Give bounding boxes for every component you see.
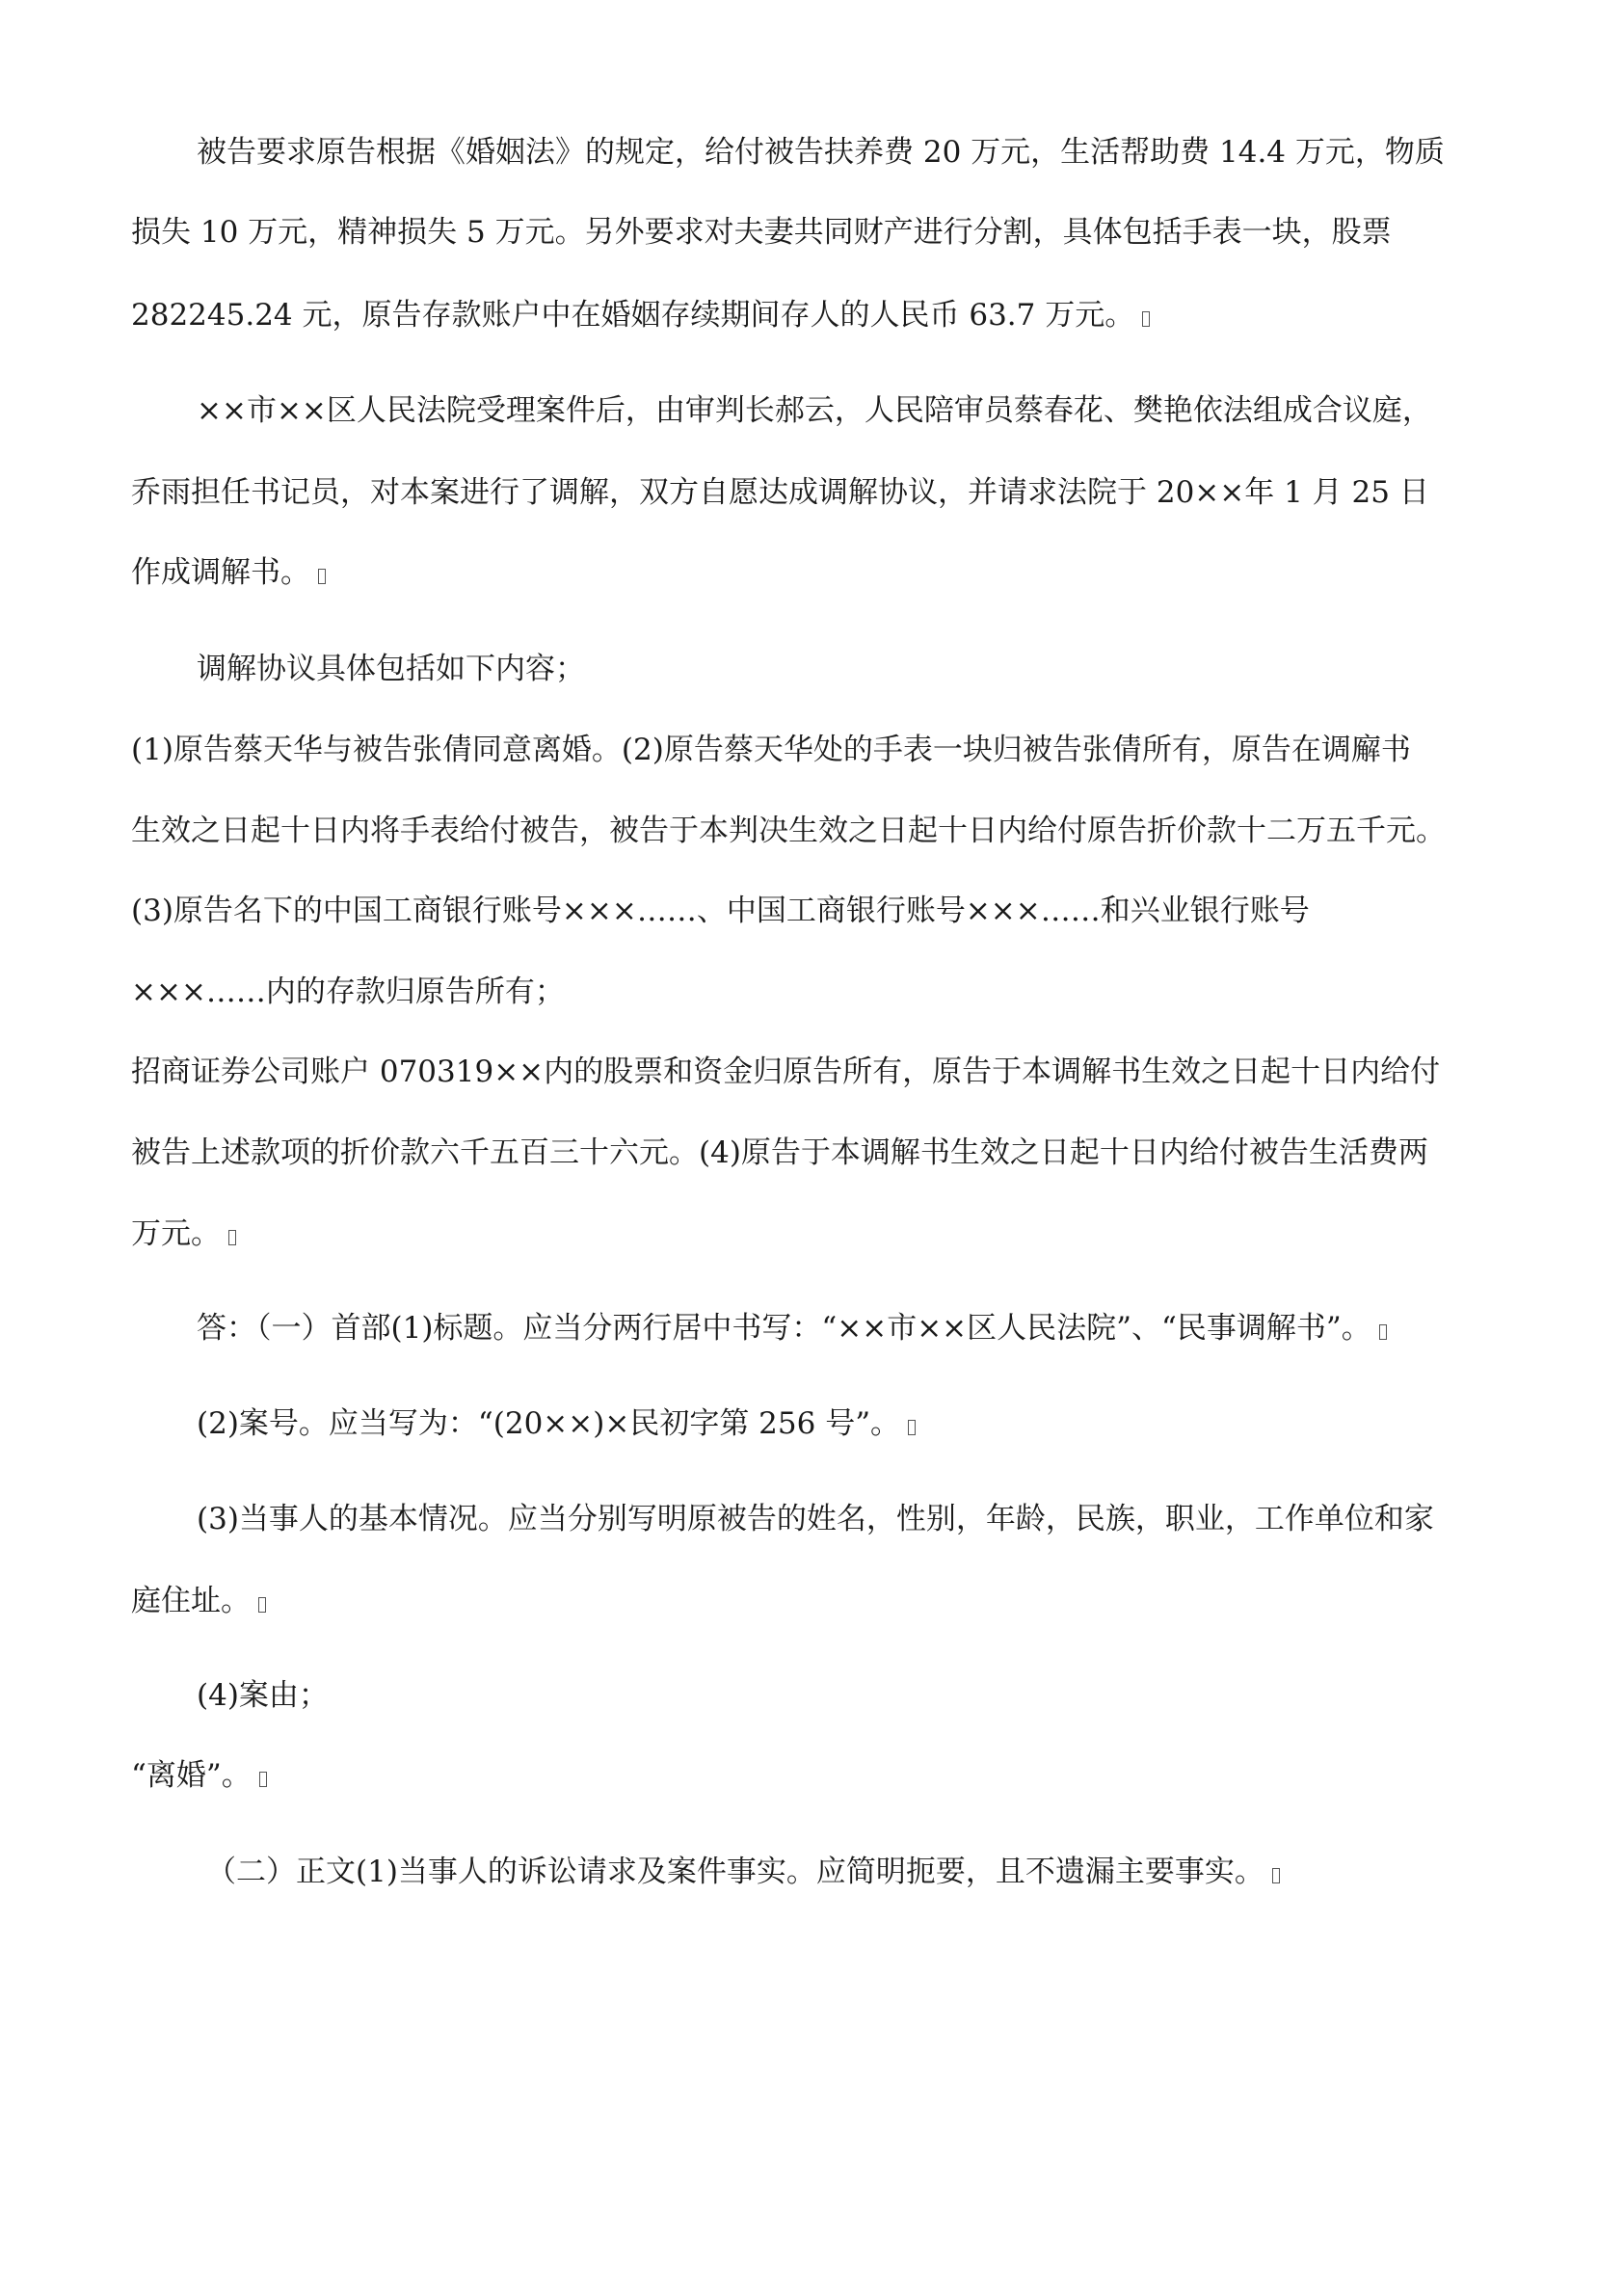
paragraph-mark bbox=[1272, 1868, 1280, 1883]
paragraph-mark bbox=[908, 1420, 916, 1435]
paragraph-mark bbox=[258, 1597, 266, 1613]
text-line bbox=[131, 1582, 1500, 1620]
paragraph-mark bbox=[259, 1772, 267, 1787]
text-line: 生效之日起十日内将手表给付被告，被告于本判决生效之日起十日内给付原告折价款十二万五千元。 bbox=[131, 814, 1446, 848]
text-span: 庭住址。 bbox=[131, 1584, 251, 1618]
text-line bbox=[131, 296, 1500, 334]
text-line: ×××……内的存款归原告所有； bbox=[131, 974, 565, 1009]
paragraph-mark bbox=[318, 569, 326, 584]
text-line: (3)当事人的基本情况。应当分别写明原被告的姓名，性别，年龄，民族，职业，工作单位和家 bbox=[197, 1502, 1434, 1536]
text-line: 被告要求原告根据《婚姻法》的规定，给付被告扶养费 20 万元，生活帮助费 14.4 万元，物质 bbox=[197, 135, 1445, 170]
text-line: 被告上述款项的折价款六千五百三十六元。(4)原告于本调解书生效之日起十日内给付被告生活费两 bbox=[131, 1135, 1428, 1170]
text-line bbox=[197, 1309, 1565, 1348]
paragraph-mark bbox=[1379, 1324, 1387, 1340]
paragraph-mark bbox=[228, 1230, 236, 1245]
text-line bbox=[131, 553, 1500, 592]
text-line: (3)原告名下的中国工商银行账号×××……、中国工商银行账号×××……和兴业银行账号 bbox=[131, 894, 1310, 928]
text-line: 招商证券公司账户 070319××内的股票和资金归原告所有，原告于本调解书生效之日起十日内给付 bbox=[131, 1055, 1441, 1089]
text-line: 乔雨担任书记员，对本案进行了调解，双方自愿达成调解协议，并请求法院于 20××年 1 月 25 日 bbox=[131, 475, 1429, 510]
text-line: (1)原告蔡天华与被告张倩同意离婚。(2)原告蔡天华处的手表一块归被告张倩所有，原告在调廨书 bbox=[131, 733, 1411, 767]
text-span: 万元。 bbox=[131, 1216, 221, 1251]
text-span: 答：（一）首部(1)标题。应当分两行居中书写：“××市××区人民法院”、“民事调解书”。 bbox=[197, 1311, 1371, 1346]
text-line bbox=[131, 1215, 1500, 1253]
text-line bbox=[131, 1756, 1500, 1795]
text-line: 调解协议具体包括如下内容； bbox=[197, 652, 585, 686]
text-span: 作成调解书。 bbox=[131, 555, 310, 590]
text-span: 282245.24 元，原告存款账户中在婚姻存续期间存人的人民币 63.7 万元。 bbox=[131, 298, 1135, 333]
text-line: ××市××区人民法院受理案件后，由审判长郝云，人民陪审员蔡春花、樊艳依法组成合议庭， bbox=[197, 393, 1432, 428]
text-span: “离婚”。 bbox=[131, 1758, 252, 1793]
text-span: （二）正文(1)当事人的诉讼请求及案件事实。应简明扼要，且不遗漏主要事实。 bbox=[206, 1855, 1264, 1889]
text-span: (2)案号。应当写为：“(20××)×民初字第 256 号”。 bbox=[197, 1406, 901, 1441]
text-line bbox=[206, 1853, 1575, 1891]
text-line bbox=[197, 1404, 1565, 1443]
text-line: 损失 10 万元，精神损失 5 万元。另外要求对夫妻共同财产进行分割，具体包括手表一块，股票 bbox=[131, 215, 1392, 250]
paragraph-mark bbox=[1142, 311, 1150, 327]
text-line: (4)案由； bbox=[197, 1678, 329, 1713]
